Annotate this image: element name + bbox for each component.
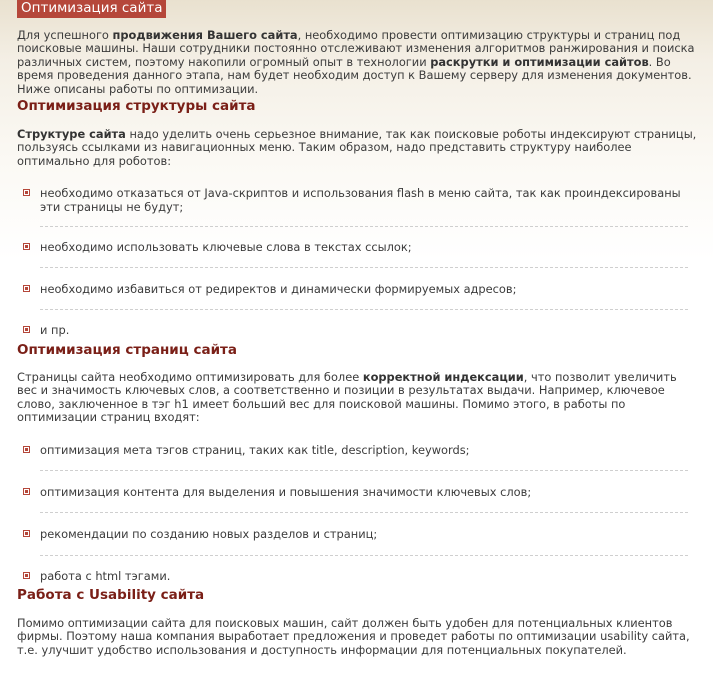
structure-list-3 bbox=[17, 282, 697, 296]
divider bbox=[40, 512, 688, 513]
intro-bold-2: раскрутки и оптимизации сайтов bbox=[430, 54, 649, 69]
structure-list-2 bbox=[17, 240, 697, 254]
list-item: работа с html тэгами. bbox=[17, 569, 697, 583]
usability-paragraph: Помимо оптимизации сайта для поисковых машин, сайт должен быть удобен для потенциальных клиентов фирмы. Поэтому наша компания выработает предложения и проведет работы по оптимизации usability сайта, т.е. улучшит удобство использования и доступность информации для потенциальных покупателей. bbox=[17, 616, 690, 657]
pages-list bbox=[17, 443, 697, 457]
divider bbox=[40, 267, 688, 268]
pages-list-2 bbox=[17, 485, 697, 499]
bullet-icon bbox=[23, 285, 30, 292]
list-item: оптимизация контента для выделения и повышения значимости ключевых слов; bbox=[17, 485, 697, 499]
structure-paragraph: Структуре сайта надо уделить очень серьезное внимание, так как поисковые роботы индексируют страницы, пользуясь ссылками из навигационных меню. Таким образом, надо представить структуру наиболее оптимально для роботов: bbox=[17, 127, 697, 168]
list-item: необходимо избавиться от редиректов и динамически формируемых адресов; bbox=[17, 282, 697, 296]
section-header: Оптимизация сайта bbox=[17, 0, 166, 18]
bullet-icon bbox=[23, 243, 30, 250]
list-item: рекомендации по созданию новых разделов и страниц; bbox=[17, 527, 697, 541]
pages-list-4 bbox=[17, 569, 697, 583]
pages-bold: корректной индексации bbox=[362, 370, 524, 384]
list-item: и пр. bbox=[17, 323, 697, 337]
divider bbox=[40, 555, 688, 556]
bullet-icon bbox=[23, 446, 30, 453]
bullet-icon bbox=[23, 572, 30, 579]
bullet-icon bbox=[23, 488, 30, 495]
intro-paragraph: Для успешного продвижения Вашего сайта, необходимо провести оптимизацию структуры и страниц под поисковые машины. Наши сотрудники постоянно отслеживают изменения алгоритмов ранжирования и поиска различных систем, поэтому накопили огромный опыт в технологии раскрутки и оптимизации сайтов. Во время проведения данного этапа, нам будет необходим доступ к Вашему серверу для изменения документов. Ниже описаны работы по оптимизации. bbox=[17, 28, 695, 96]
usability-heading: Работа с Usability сайта bbox=[17, 587, 205, 603]
divider bbox=[40, 470, 688, 471]
list-item: необходимо отказаться от Java-скриптов и использования flash в меню сайта, так как проиндексированы эти страницы не будут; bbox=[17, 186, 697, 214]
divider bbox=[40, 226, 688, 227]
divider bbox=[40, 309, 688, 310]
pages-heading: Оптимизация страниц сайта bbox=[17, 342, 237, 358]
list-item: оптимизация мета тэгов страниц, таких как title, description, keywords; bbox=[17, 443, 697, 457]
pages-paragraph: Страницы сайта необходимо оптимизировать для более корректной индексации, что позволит увеличить вес и значимость ключевых слов, а соответственно и позиции в результатах выдачи. Например, ключевое слово, заключенное в тэг h1 имеет больший вес для поисковой машины. Помимо этого, в работы по оптимизации страниц входят: bbox=[17, 370, 677, 425]
bullet-icon bbox=[23, 530, 30, 537]
list-item: необходимо использовать ключевые слова в текстах ссылок; bbox=[17, 240, 697, 254]
structure-list-4 bbox=[17, 323, 697, 337]
intro-bold-1: продвижения Вашего сайта bbox=[112, 28, 298, 42]
bullet-icon bbox=[23, 189, 30, 196]
pages-list-3 bbox=[17, 527, 697, 541]
structure-list bbox=[17, 186, 697, 214]
bullet-icon bbox=[23, 326, 30, 333]
structure-heading: Оптимизация структуры сайта bbox=[17, 98, 256, 114]
structure-bold: Структуре сайта bbox=[17, 127, 126, 141]
